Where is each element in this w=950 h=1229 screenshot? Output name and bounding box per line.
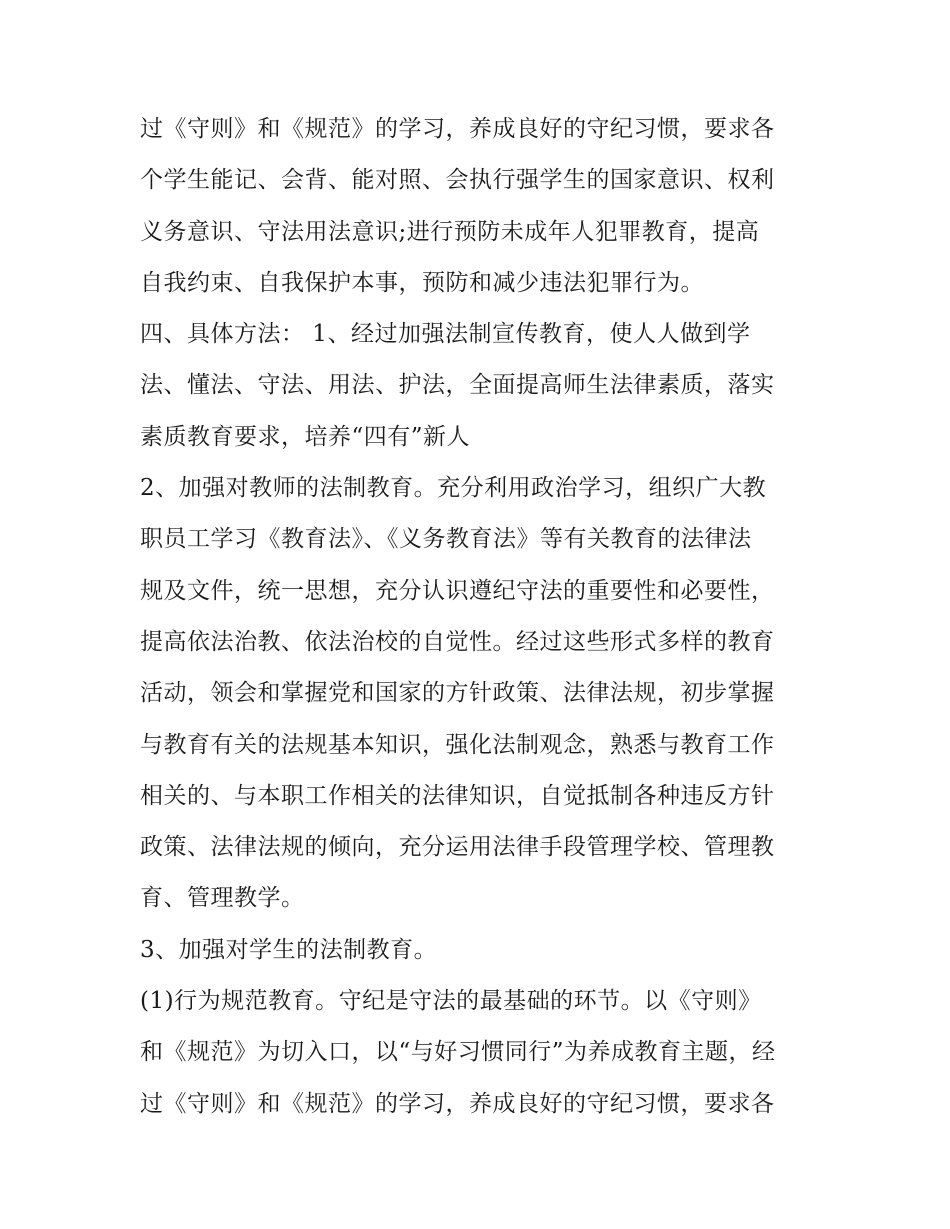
document-body	[140, 104, 820, 1130]
text-line: 过《守则》和《规范》的学习，养成良好的守纪习惯，要求各	[140, 1090, 775, 1117]
text-line: 2、加强对教师的法制教育。充分利用政治学习，组织广大教	[140, 475, 767, 502]
section-heading-line: 四、具体方法： 1、经过加强法制宣传教育，使人人做到学	[140, 321, 751, 348]
text-line: (1)行为规范教育。守纪是守法的最基础的环节。以《守则》	[140, 988, 762, 1015]
text-line: 职员工学习《教育法》、《义务教育法》等有关教育的法律法	[140, 526, 752, 553]
text-line: 义务意识、守法用法意识;进行预防未成年人犯罪教育，提高	[140, 218, 760, 245]
text-line: 与教育有关的法规基本知识，强化法制观念，熟悉与教育工作	[140, 731, 775, 758]
text-line: 3、加强对学生的法制教育。	[140, 936, 438, 963]
text-line: 法、懂法、守法、用法、护法，全面提高师生法律素质，落实	[140, 372, 775, 399]
text-line: 相关的、与本职工作相关的法律知识，自觉抵制各种违反方针	[140, 782, 775, 809]
text-line: 提高依法治教、依法治校的自觉性。经过这些形式多样的教育	[140, 628, 775, 655]
text-line: 过《守则》和《规范》的学习，养成良好的守纪习惯，要求各	[140, 116, 775, 142]
text-line: 和《规范》为切入口，以“与好习惯同行”为养成教育主题，经	[140, 1039, 776, 1066]
text-line: 政策、法律法规的倾向，充分运用法律手段管理学校、管理教	[140, 834, 775, 861]
text-line: 个学生能记、会背、能对照、会执行强学生的国家意识、权利	[140, 167, 775, 194]
text-line: 自我约束、自我保护本事，预防和减少违法犯罪行为。	[140, 269, 704, 296]
text-line: 育、管理教学。	[140, 885, 305, 912]
text-line: 规及文件，统一思想，充分认识遵纪守法的重要性和必要性，	[140, 577, 775, 604]
text-line: 活动，领会和掌握党和国家的方针政策、法律法规，初步掌握	[140, 680, 775, 707]
text-line: 素质教育要求，培养“四有”新人	[140, 423, 471, 450]
